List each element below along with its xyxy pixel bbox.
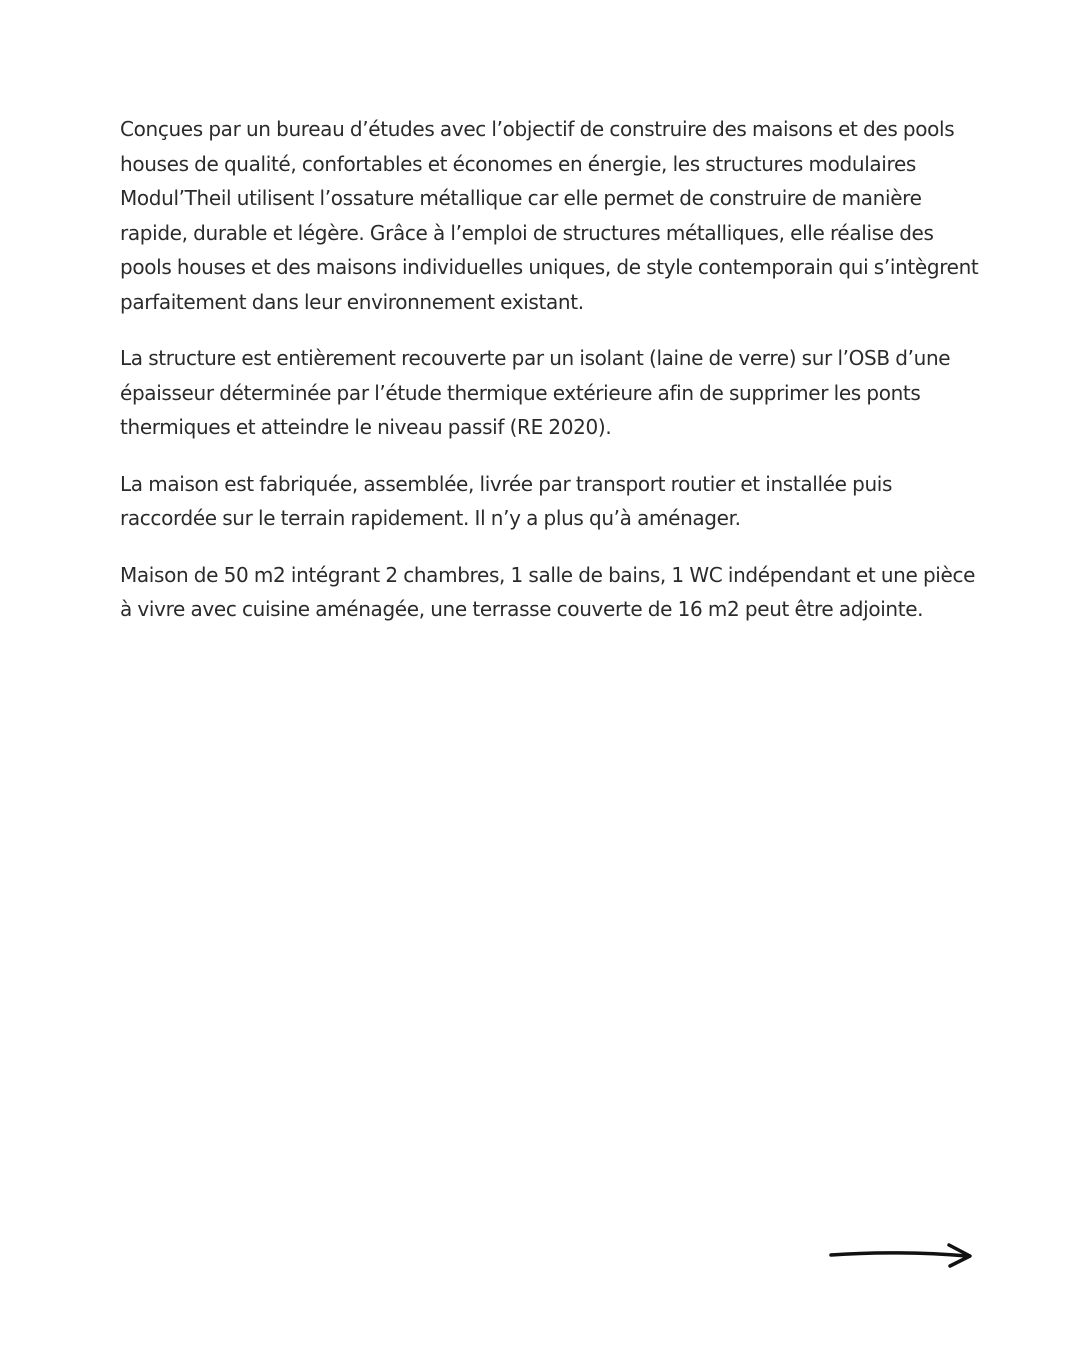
paragraph-house-details: Maison de 50 m2 intégrant 2 chambres, 1 salle de bains, 1 WC indépendant et une pièce à vivre avec cuisine aménagée, une terrasse couverte de 16 m2 peut être adjointe. (120, 562, 976, 621)
arrow-right-icon (828, 1238, 978, 1278)
next-page-button[interactable] (828, 1238, 978, 1278)
article-body (120, 112, 980, 649)
paragraph-insulation: La structure est entièrement recouverte par un isolant (laine de verre) sur l’OSB d’une épaisseur déterminée par l’étude thermique extérieure afin de supprimer les ponts thermiques et atteindre le niveau passif (RE 2020). (120, 346, 951, 439)
paragraph-intro: Conçues par un bureau d’études avec l’objectif de construire des maisons et des pools houses de qualité, confortables et économes en énergie, les structures modulaires Modul’Theil utilisent l’ossature métallique car elle permet de construire de manière rapide, durable et légère. Grâce à l’emploi de structures métalliques, elle réalise des pools houses et des maisons individuelles uniques, de style contemporain qui s’intègrent parfaitement dans leur environnement existant. (120, 117, 979, 314)
paragraph-delivery: La maison est fabriquée, assemblée, livrée par transport routier et installée puis raccordée sur le terrain rapidement. Il n’y a plus qu’à aménager. (120, 471, 893, 530)
